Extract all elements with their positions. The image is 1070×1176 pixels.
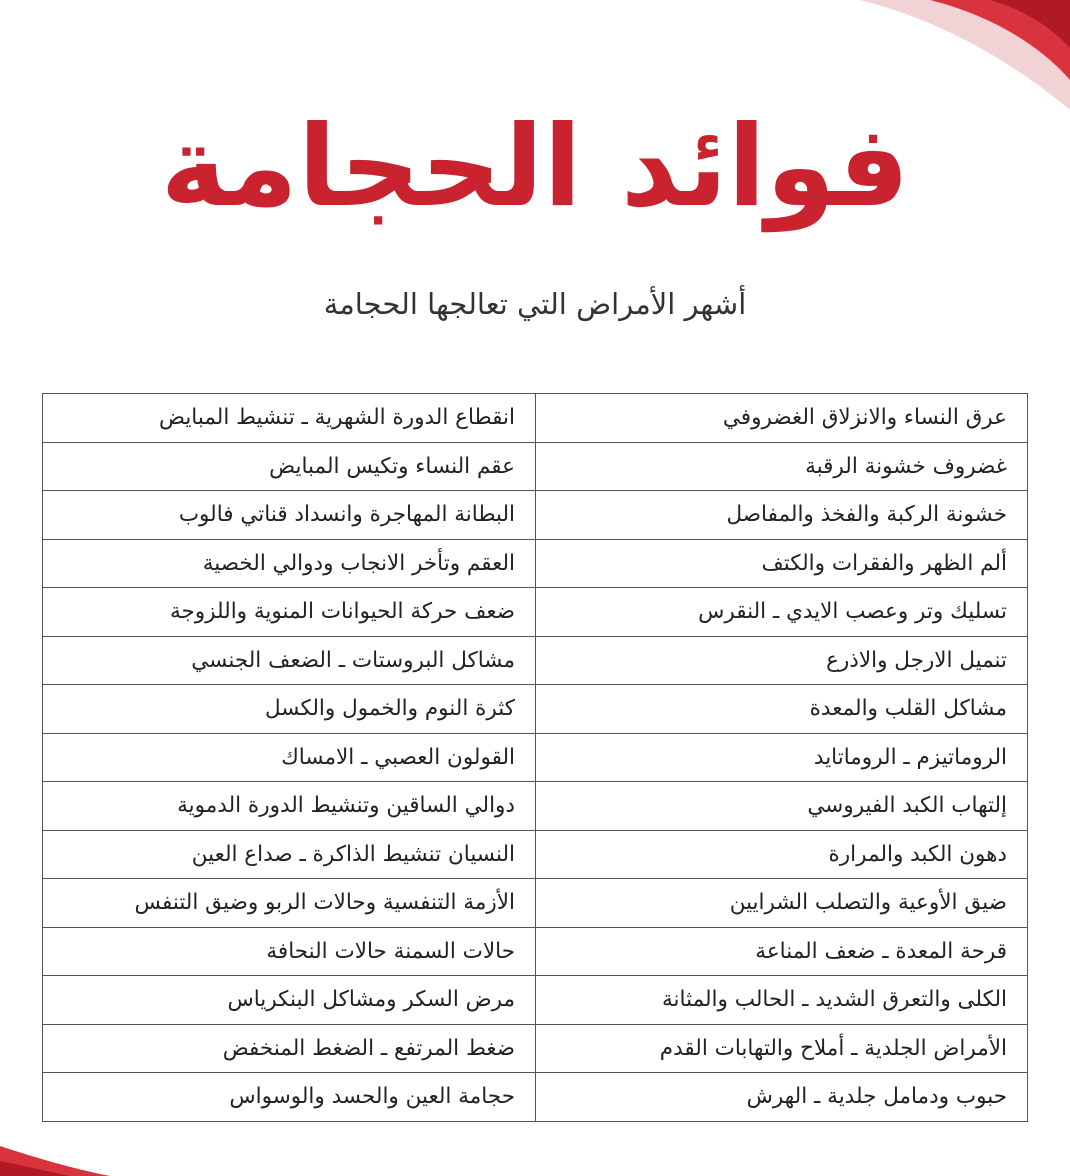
- table-cell: غضروف خشونة الرقبة: [536, 442, 1028, 491]
- table-cell: قرحة المعدة ـ ضعف المناعة: [536, 927, 1028, 976]
- table-cell: حجامة العين والحسد والوسواس: [43, 1073, 536, 1122]
- table-cell: الروماتيزم ـ الروماتايد: [536, 733, 1028, 782]
- table-cell: تنميل الارجل والاذرع: [536, 636, 1028, 685]
- table-row: [43, 685, 1028, 734]
- table-row: [43, 879, 1028, 928]
- table-row: [43, 782, 1028, 831]
- table-cell: خشونة الركبة والفخذ والمفاصل: [536, 491, 1028, 540]
- table-cell: دهون الكبد والمرارة: [536, 830, 1028, 879]
- table-cell: العقم وتأخر الانجاب ودوالي الخصية: [43, 539, 536, 588]
- table-cell: مشاكل القلب والمعدة: [536, 685, 1028, 734]
- table-row: [43, 733, 1028, 782]
- table-row: [43, 976, 1028, 1025]
- table-row: [43, 394, 1028, 443]
- table-cell: تسليك وتر وعصب الايدي ـ النقرس: [536, 588, 1028, 637]
- table-cell: النسيان تنشيط الذاكرة ـ صداع العين: [43, 830, 536, 879]
- table-cell: الأزمة التنفسية وحالات الربو وضيق التنفس: [43, 879, 536, 928]
- table-row: [43, 491, 1028, 540]
- table-row: [43, 1024, 1028, 1073]
- table-cell: ألم الظهر والفقرات والكتف: [536, 539, 1028, 588]
- table-row: [43, 927, 1028, 976]
- benefits-table: [42, 393, 1028, 1122]
- table-cell: عرق النساء والانزلاق الغضروفي: [536, 394, 1028, 443]
- table-cell: ضغط المرتفع ـ الضغط المنخفض: [43, 1024, 536, 1073]
- table-row: [43, 636, 1028, 685]
- table-cell: البطانة المهاجرة وانسداد قناتي فالوب: [43, 491, 536, 540]
- table-cell: ضعف حركة الحيوانات المنوية واللزوجة: [43, 588, 536, 637]
- table-row: [43, 588, 1028, 637]
- table-cell: حبوب ودمامل جلدية ـ الهرش: [536, 1073, 1028, 1122]
- decorative-bottom-swoosh: [0, 1116, 120, 1176]
- table-cell: عقم النساء وتكيس المبايض: [43, 442, 536, 491]
- page-title: فوائد الحجامة: [160, 102, 910, 232]
- table-row: [43, 442, 1028, 491]
- table-cell: مرض السكر ومشاكل البنكرياس: [43, 976, 536, 1025]
- table-row: [43, 830, 1028, 879]
- table-cell: ضيق الأوعية والتصلب الشرايين: [536, 879, 1028, 928]
- table-row: [43, 539, 1028, 588]
- table-cell: انقطاع الدورة الشهرية ـ تنشيط المبايض: [43, 394, 536, 443]
- table-cell: الكلى والتعرق الشديد ـ الحالب والمثانة: [536, 976, 1028, 1025]
- table-cell: إلتهاب الكبد الفيروسي: [536, 782, 1028, 831]
- table-cell: القولون العصبي ـ الامساك: [43, 733, 536, 782]
- table-cell: مشاكل البروستات ـ الضعف الجنسي: [43, 636, 536, 685]
- page-subtitle: أشهر الأمراض التي تعالجها الحجامة: [323, 287, 747, 321]
- table-cell: الأمراض الجلدية ـ أملاح والتهابات القدم: [536, 1024, 1028, 1073]
- table-cell: حالات السمنة حالات النحافة: [43, 927, 536, 976]
- table-cell: كثرة النوم والخمول والكسل: [43, 685, 536, 734]
- table-row: [43, 1073, 1028, 1122]
- table-cell: دوالي الساقين وتنشيط الدورة الدموية: [43, 782, 536, 831]
